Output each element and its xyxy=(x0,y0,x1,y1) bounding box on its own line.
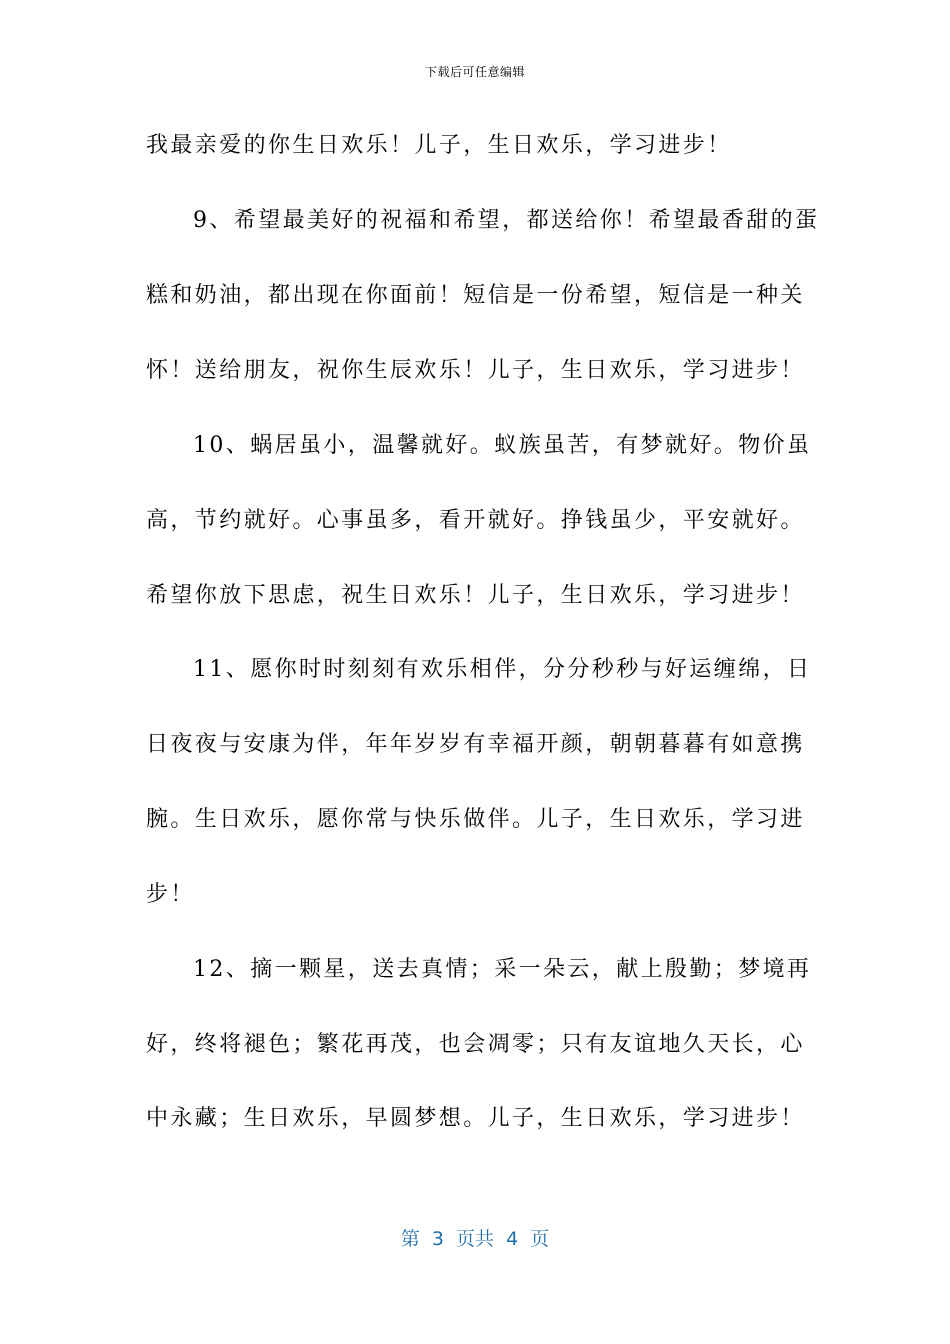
paragraph-12-start: 12、摘一颗星，送去真情；采一朵云，献上殷勤；梦境再 xyxy=(193,957,812,982)
text-line: 糕和奶油，都出现在你面前！短信是一份希望，短信是一种关 xyxy=(146,283,805,308)
text-line: 好，终将褪色；繁花再茂，也会凋零；只有友谊地久天长，心 xyxy=(146,1032,805,1057)
text-line: 怀！送给朋友，祝你生辰欢乐！儿子，生日欢乐，学习进步！ xyxy=(146,358,805,383)
text-line: 高，节约就好。心事虽多，看开就好。挣钱虽少，平安就好。 xyxy=(146,508,805,533)
text-line: 希望你放下思虑，祝生日欢乐！儿子，生日欢乐，学习进步！ xyxy=(146,583,805,608)
text-line: 中永藏；生日欢乐，早圆梦想。儿子，生日欢乐，学习进步！ xyxy=(146,1106,805,1131)
text-line: 腕。生日欢乐，愿你常与快乐做伴。儿子，生日欢乐，学习进 xyxy=(146,807,805,832)
paragraph-11-start: 11、愿你时时刻刻有欢乐相伴，分分秒秒与好运缠绵，日 xyxy=(193,657,812,682)
paragraph-9-start: 9、希望最美好的祝福和希望，都送给你！希望最香甜的蛋 xyxy=(193,208,820,233)
page-header: 下载后可任意编辑 xyxy=(424,65,525,79)
text-line: 日夜夜与安康为伴，年年岁岁有幸福开颜，朝朝暮暮有如意携 xyxy=(146,732,805,757)
paragraph-10-start: 10、蜗居虽小，温馨就好。蚁族虽苦，有梦就好。物价虽 xyxy=(193,433,812,458)
text-line: 我最亲爱的你生日欢乐！儿子，生日欢乐，学习进步！ xyxy=(146,133,732,158)
text-line: 步！ xyxy=(146,882,195,907)
page-number-footer: 第 3 页共 4 页 xyxy=(400,1228,550,1250)
